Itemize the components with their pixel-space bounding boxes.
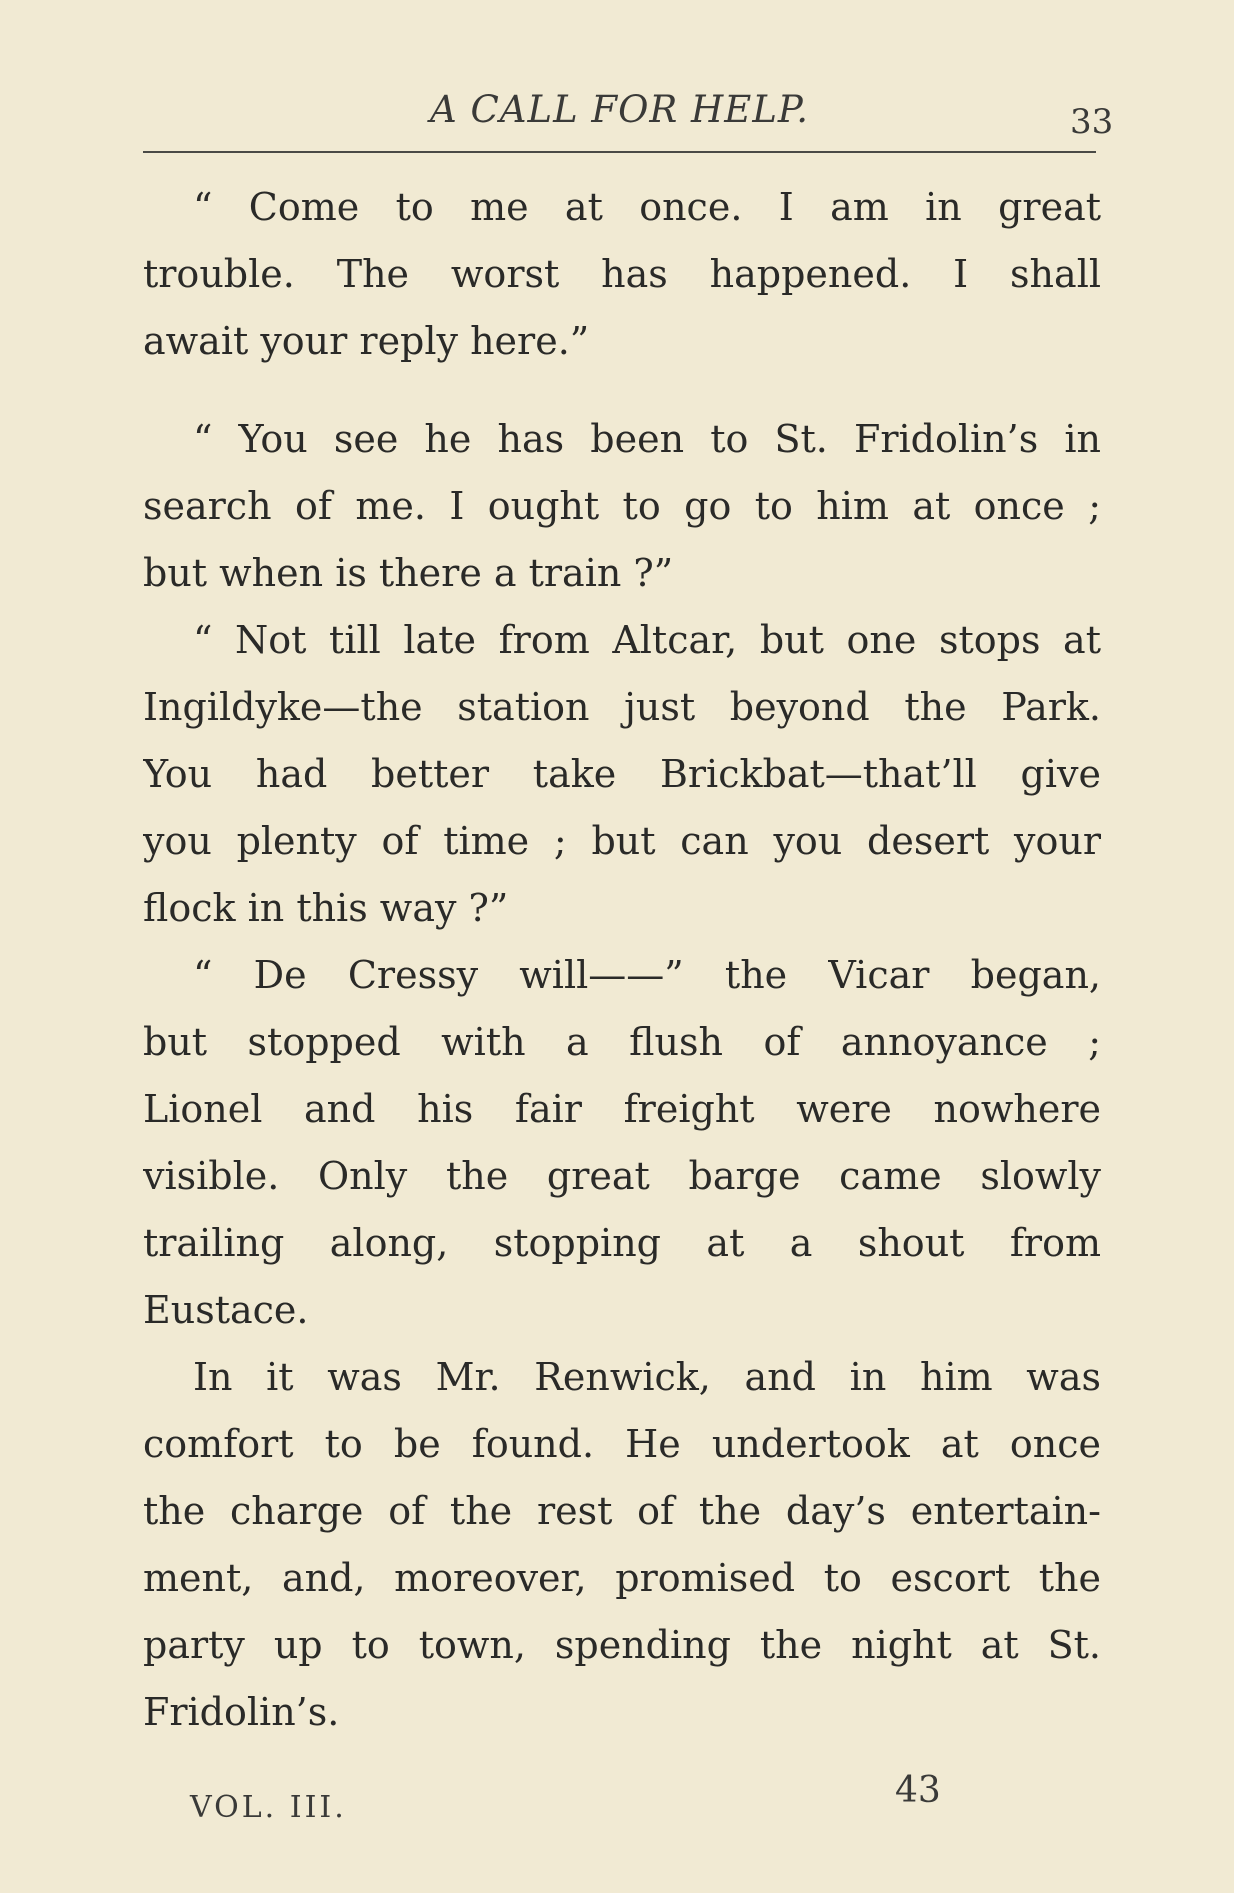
text-line: comfort to be found. He undertook at once bbox=[143, 1422, 1101, 1466]
text-line: party up to town, spending the night at St. bbox=[143, 1623, 1101, 1667]
text-line: “ Not till late from Altcar, but one stops at bbox=[193, 618, 1101, 662]
text-line: ment, and, moreover, promised to escort the bbox=[143, 1556, 1101, 1600]
text-line: Eustace. bbox=[143, 1288, 309, 1332]
text-line: search of me. I ought to go to him at once ; bbox=[143, 484, 1101, 528]
text-line: await your reply here.” bbox=[143, 319, 590, 363]
text-line: trouble. The worst has happened. I shall bbox=[143, 252, 1101, 296]
text-line: you plenty of time ; but can you desert your bbox=[143, 819, 1101, 863]
page-footer bbox=[190, 1770, 990, 1830]
header-rule bbox=[143, 151, 1096, 153]
running-title: A CALL FOR HELP. bbox=[430, 88, 810, 131]
text-line: but when is there a train ?” bbox=[143, 551, 674, 595]
signature-number: 43 bbox=[895, 1770, 941, 1811]
page-header bbox=[140, 88, 1114, 148]
text-line: but stopped with a flush of annoyance ; bbox=[143, 1020, 1101, 1064]
text-line: “ You see he has been to St. Fridolin’s in bbox=[193, 417, 1101, 461]
text-line: the charge of the rest of the day’s entertain- bbox=[143, 1489, 1101, 1533]
volume-signature: VOL. III. bbox=[190, 1790, 347, 1825]
text-line: Lionel and his fair freight were nowhere bbox=[143, 1087, 1101, 1131]
text-line: visible. Only the great barge came slowly bbox=[143, 1154, 1101, 1198]
text-line: In it was Mr. Renwick, and in him was bbox=[193, 1355, 1101, 1399]
text-line: “ De Cressy will——” the Vicar began, bbox=[193, 953, 1101, 997]
text-line: You had better take Brickbat—that’ll give bbox=[143, 752, 1101, 796]
text-line: flock in this way ?” bbox=[143, 886, 509, 930]
text-line: Fridolin’s. bbox=[143, 1690, 340, 1734]
text-line: “ Come to me at once. I am in great bbox=[193, 185, 1101, 229]
text-line: trailing along, stopping at a shout from bbox=[143, 1221, 1101, 1265]
paragraph-gap bbox=[143, 375, 1101, 406]
page-number: 33 bbox=[1070, 102, 1114, 142]
text-line: Ingildyke—the station just beyond the Park. bbox=[143, 685, 1101, 729]
body-text bbox=[143, 174, 1101, 1746]
